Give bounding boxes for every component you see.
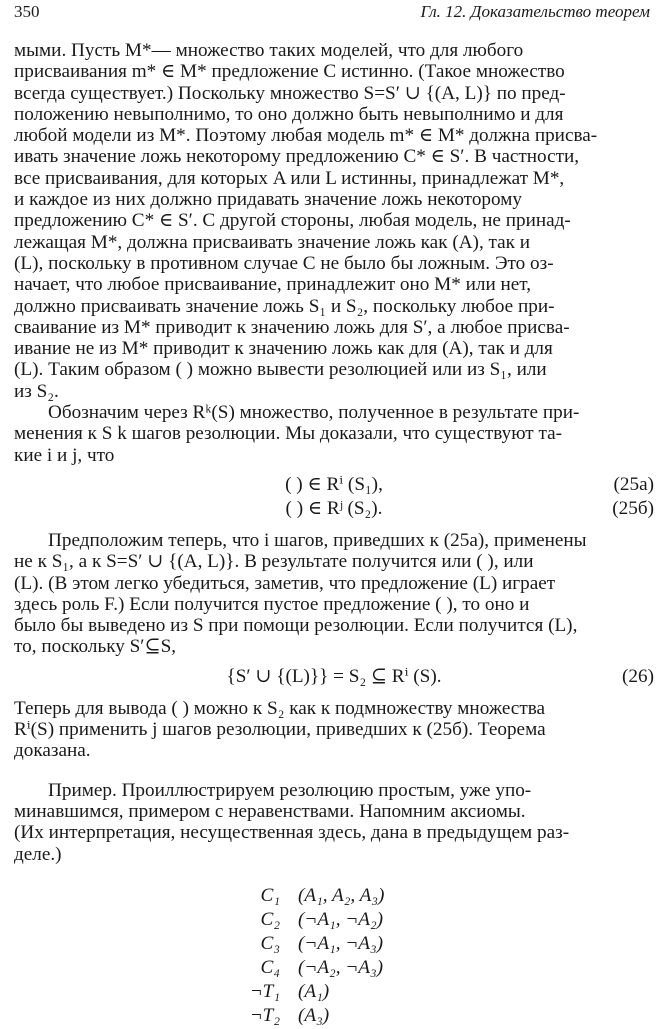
axiom-name: C₄: [260, 956, 280, 978]
equation-expression: {S′ ∪ {(L)}} = S₂ ⊆ Rⁱ (S).: [226, 665, 442, 687]
axiom-row: [14, 909, 654, 933]
axiom-row: [14, 981, 654, 1005]
axiom-name: C₃: [260, 932, 280, 954]
equation-number: (25б): [612, 497, 654, 519]
axiom-row: [14, 957, 654, 981]
equation-25a: [14, 474, 654, 498]
axiom-name: ¬T₂: [249, 1004, 280, 1026]
axiom-name: ¬T₁: [249, 980, 280, 1002]
page-header: [14, 2, 650, 26]
axiom-name: C₂: [260, 908, 280, 930]
page-body: [14, 40, 654, 1029]
axiom-clause: (¬A₂, ¬A₃): [298, 956, 384, 978]
paragraph-notation: Обозначим через Rᵏ(S) множество, полученное в результате при- менения к S k шагов резолюции. Мы доказали, что существуют та- кие i и j, что: [14, 402, 580, 466]
equation-25b: [14, 498, 654, 522]
axiom-list: [14, 885, 654, 1029]
page-number: 350: [14, 2, 40, 21]
paragraph-example: Пример. Проиллюстрируем резолюцию простым, уже упо- минавшимся, примером с неравенствами. Напомним аксиомы. (Их интерпретация, несущественная здесь, дана в предыдущем раз- деле.): [14, 779, 570, 865]
axiom-row: [14, 933, 654, 957]
axiom-name: C₁: [260, 884, 280, 906]
axiom-clause: (A₁, A₂, A₃): [298, 884, 385, 906]
paragraph-assumption: Предположим теперь, что i шагов, приведших к (25а), применены не к S₁, а к S=S′ ∪ {(A, L)}. В результате получится или ( ), или (L). (В этом легко убедиться, заметив, что предложение (L) играет здесь роль F.) Если получится пустое предложение ( ), то оно и было бы выведено из S при помощи резолюции. Если получится (L), то, поскольку S′⊆S,: [14, 529, 587, 658]
axiom-clause: (A₁): [298, 980, 330, 1002]
axiom-clause: (¬A₁, ¬A₂): [298, 908, 384, 930]
axiom-clause: (¬A₁, ¬A₃): [298, 932, 384, 954]
paragraph-conclusion: Теперь для вывода ( ) можно к S₂ как к подмножеству множества Rⁱ(S) применить j шагов резолюции, приведших к (25б). Теорема доказана.: [14, 697, 546, 762]
axiom-row: [14, 1005, 654, 1029]
paragraph-proof-continuation: мыми. Пусть M*— множество таких моделей, что для любого присваивания m* ∈ M* предложение C истинно. (Такое множество всегда существует.) Поскольку множество S=S′ ∪ {(A, L)} по пред- положению невыполнимо, то оно должно быть невыполнимо и для любой модели из M*. Поэтому любая модель m* ∈ M* должна присва- ивать значение ложь некоторому предложению C* ∈ S′. В частности, все присваивания, для которых A или L истинны, принадлежат M*, и каждое из них должно придавать значение ложь некоторому предложению C* ∈ S′. С другой стороны, любая модель, не принад- лежащая M*, должна присваивать значение ложь как (A), так и (L), поскольку в противном случае C не было бы ложным. Это оз- начает, что любое присваивание, принадлежит оно M* или нет, должно присваивать значение ложь S₁ и S₂, поскольку любое при- сваивание из M* приводит к значению ложь для S′, а любое присва- ивание не из M* приводит к значению ложь как для (A), так и для (L). Таким образом ( ) можно вывести резолюцией или из S₁, или из S₂.: [14, 40, 598, 402]
equation-number: (26): [622, 665, 654, 687]
axiom-row: [14, 885, 654, 909]
equation-26: [14, 666, 654, 690]
equation-expression: ( ) ∈ Rʲ (S₂).: [285, 497, 383, 519]
running-head: Гл. 12. Доказательство теорем: [420, 2, 650, 21]
axiom-clause: (A₃): [298, 1004, 330, 1026]
equation-expression: ( ) ∈ Rⁱ (S₁),: [285, 473, 383, 495]
equation-number: (25а): [613, 473, 654, 495]
